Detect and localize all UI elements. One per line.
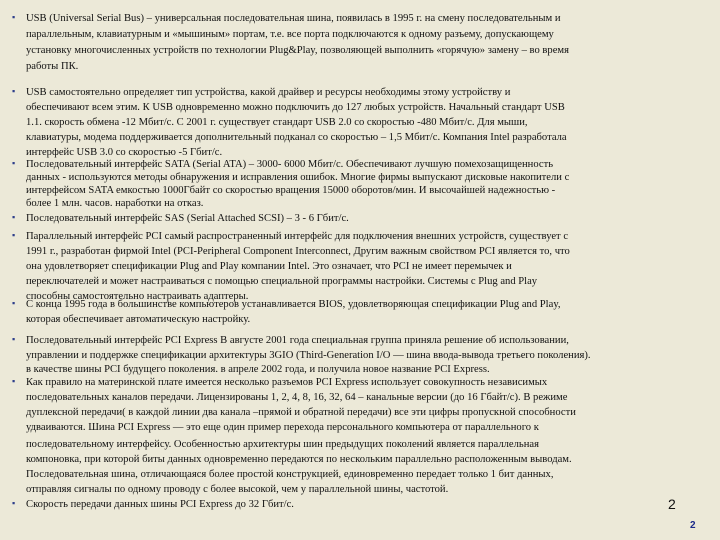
text-line: 1991 г., разработан фирмой Intel (PCI-Peripheral Component Interconnect, Другим важным свойством PCI является то, что	[26, 246, 570, 257]
bullet-icon: ▪	[12, 498, 16, 508]
bullet-icon: ▪	[12, 12, 16, 22]
text-line: USB (Universal Serial Bus) – универсальная последовательная шина, появилась в 1995 г. на смену последовательным и	[26, 13, 561, 24]
text-line: 1.1. скорость обмена -12 Мбит/с. С 2001 г. существует стандарт USB 2.0 со скоростью -480 Мбит/с. Для мыши,	[26, 117, 528, 128]
text-line: в качестве шины PCI будущего поколения. в апреле 2002 года, и получила новое название PCI Express.	[26, 364, 490, 375]
bullet-icon: ▪	[12, 86, 16, 96]
bullet-icon: ▪	[12, 334, 16, 344]
text-line: способны самостоятельно настраивать адаптеры.	[26, 291, 249, 302]
text-line: интерфейсом SATA емкостью 1000Гбайт со скоростью вращения 15000 оборотов/мин. И высочайшей надежностью -	[26, 185, 556, 196]
text-line: параллельным, клавиатурным и «мышиным» портам, т.е. все порта подключаются к одному разъему, допускающему	[26, 29, 554, 40]
text-line: работы ПК.	[26, 61, 79, 72]
text-line: обеспечивают всем этим. К USB одновременно можно подключить до 127 любых устройств. Начальный стандарт USB	[26, 102, 565, 113]
text-line: дуплексной передачи( в каждой линии два канала –прямой и обратной передачи) все эти цифры пропускной способности	[26, 407, 576, 418]
bullet-icon: ▪	[12, 230, 16, 240]
text-line: которая обеспечивает автоматическую настройку.	[26, 314, 251, 325]
text-line: более 1 млн. часов. наработки на отказ.	[26, 198, 204, 209]
text-line: Последовательный интерфейс SAS (Serial Attached SCSI) – 3 - 6 Гбит/с.	[26, 213, 349, 224]
text-line: клавиатуры, модема поддерживается дополнительный подканал со скоростью – 1,5 Мбит/с. Компания Intel разработала	[26, 132, 567, 143]
text-line: С конца 1995 года в большинстве компьютеров устанавливается BIOS, удовлетворяющая спецификации Plug and Play,	[26, 299, 561, 310]
bullet-icon: ▪	[12, 212, 16, 222]
bullet-icon: ▪	[12, 298, 16, 308]
text-line: интерфейс USB 3.0 со скоростью -5 Гбит/с.	[26, 147, 223, 158]
text-line: переключателей и может настраиваться с помощью специальной программы настройки. Системы с Plug and Play	[26, 276, 538, 287]
bullet-icon: ▪	[12, 158, 16, 168]
text-line: управлении и поддержке спецификации архитектуры 3GIO (Third-Generation I/O — шина ввода-вывода третьего поколения).	[26, 350, 591, 361]
text-line: последовательному интерфейсу. Особенностью архитектуры шин предыдущих поколений является параллельная	[26, 439, 539, 450]
text-line: данных - используются методы обнаружения и исправления ошибок. Многие фирмы выпускают дисковые накопители с	[26, 172, 570, 183]
text-line: Последовательная шина, отличающаяся более простой конструкцией, единовременно передает только 1 бит данных,	[26, 469, 554, 480]
page-number: 2	[668, 496, 676, 512]
bullet-icon: ▪	[12, 376, 16, 386]
text-line: USB самостоятельно определяет тип устройства, какой драйвер и ресурсы необходимы этому устройству и	[26, 87, 511, 98]
slide-number: 2	[690, 520, 696, 531]
text-line: Параллельный интерфейс PCI самый распространенный интерфейс для подключения внешних устройств, существует с	[26, 231, 569, 242]
text-line: Последовательный интерфейс SATA (Serial ATA) – 3000- 6000 Мбит/с. Обеспечивают лучшую помехозащищенность	[26, 159, 554, 170]
text-line: последовательных каналов передачи. Лицензированы 1, 2, 4, 8, 16, 32, 64 – канальные версии (до 16 Гбайт/с). В режиме	[26, 392, 568, 403]
text-line: компоновка, при которой биты данных одновременно передаются по нескольким параллельно расположенным выводам.	[26, 454, 572, 465]
text-line: она удовлетворяет спецификации Plug and Play компании Intel. Это означает, что PCI не имеет перемычек и	[26, 261, 512, 272]
text-line: установку многочисленных устройств по технологии Plug&Play, позволяющей выполнить «горячую» замену – во время	[26, 45, 569, 56]
text-line: отправляя сигналы по одному проводу с более высокой, чем у параллельной шины, частотой.	[26, 484, 449, 495]
text-line: удваиваются. Шина PCI Express — это еще один пример перехода персонального компьютера от параллельного к	[26, 422, 539, 433]
text-line: Последовательный интерфейс PCI Express В августе 2001 года специальная группа приняла решение об использовании,	[26, 335, 569, 346]
text-line: Скорость передачи данных шины PCI Express до 32 Гбит/с.	[26, 499, 294, 510]
text-line: Как правило на материнской плате имеется несколько разъемов PCI Express использует совокупность независимых	[26, 377, 548, 388]
